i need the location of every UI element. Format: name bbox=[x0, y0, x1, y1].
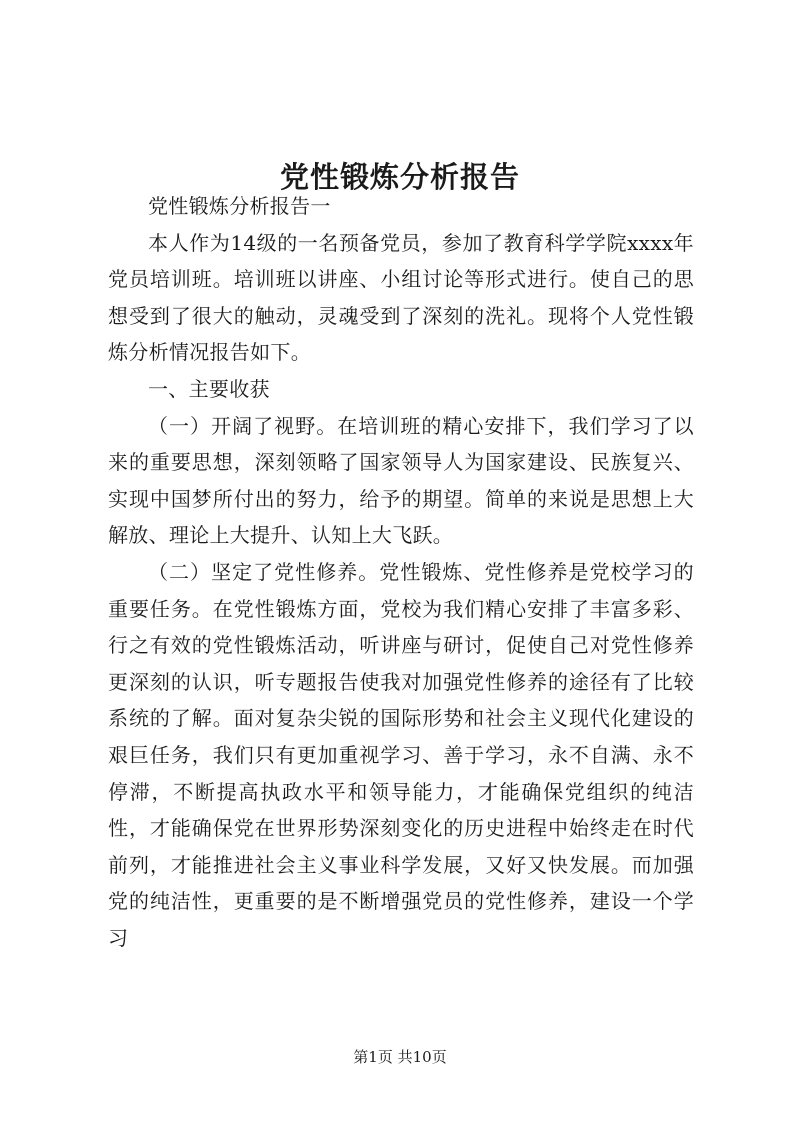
report-subtitle: 党性锻炼分析报告一 bbox=[148, 194, 331, 218]
section-heading-main-gains: 一、主要收获 bbox=[148, 376, 270, 401]
document-body bbox=[108, 188, 694, 956]
paragraph-party-cultivation: （二）坚定了党性修养。党性锻炼、党性修养是党校学习的重要任务。在党性锻炼方面，党校为我们精心安排了丰富多彩、行之有效的党性锻炼活动，听讲座与研讨，促使自己对党性修养更深刻的认识，听专题报告使我对加强党性修养的途径有了比较系统的了解。面对复杂尖锐的国际形势和社会主义现代化建设的艰巨任务，我们只有更加重视学习、善于学习，永不自满、永不停滞，不断提高执政水平和领导能力，才能确保党组织的纯洁性，才能确保党在世界形势深刻变化的历史进程中始终走在时代前列，才能推进社会主义事业科学发展，又好又快发展。而加强党的纯洁性，更重要的是不断增强党员的党性修养，建设一个学习 bbox=[108, 559, 694, 950]
paragraph-broadened-horizon: （一）开阔了视野。在培训班的精心安排下，我们学习了以来的重要思想，深刻领略了国家领导人为国家建设、民族复兴、实现中国梦所付出的努力，给予的期望。简单的来说是思想上大解放、理论上大提升、认知上大飞跃。 bbox=[108, 413, 694, 548]
intro-paragraph: 本人作为14级的一名预备党员，参加了教育科学学院xxxx年党员培训班。培训班以讲座、小组讨论等形式进行。使自己的思想受到了很大的触动，灵魂受到了深刻的洗礼。现将个人党性锻炼分析情况报告如下。 bbox=[108, 230, 694, 365]
page-title: 党性锻炼分析报告 bbox=[279, 160, 520, 195]
page-number-footer: 第1页 共10页 bbox=[353, 1048, 447, 1066]
